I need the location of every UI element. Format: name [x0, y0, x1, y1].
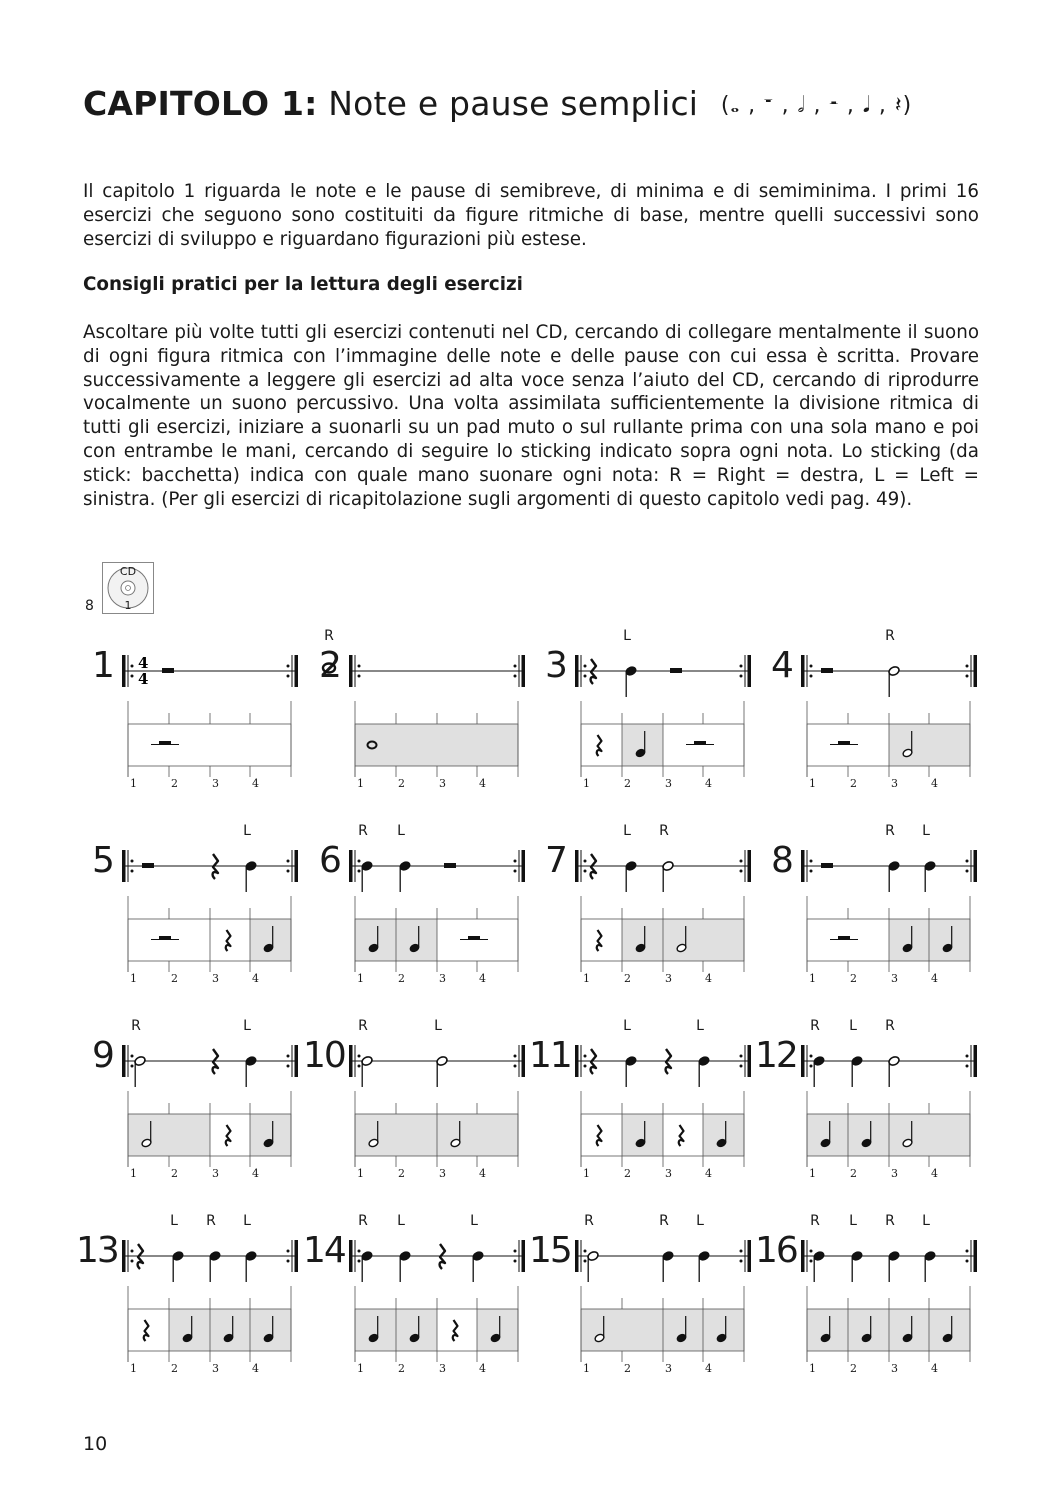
beat-grid	[807, 701, 970, 777]
exercise-1	[80, 636, 305, 796]
exercise-number: 7	[545, 840, 566, 881]
cd-track-badge	[85, 562, 155, 617]
beat-label: 4	[931, 1362, 938, 1375]
beat-label: 3	[891, 777, 898, 790]
beat-grid	[128, 701, 291, 777]
sticking-label: R	[206, 1213, 216, 1229]
half-note-icon	[436, 1055, 449, 1087]
sticking-label: R	[885, 823, 895, 839]
half-note-icon	[361, 1055, 374, 1087]
beat-label: 1	[583, 777, 590, 790]
beat-label: 2	[171, 1362, 178, 1375]
sticking-label: L	[922, 823, 930, 839]
exercise-12	[755, 1018, 984, 1186]
beat-label: 2	[850, 1167, 857, 1180]
whole-rest-icon	[162, 668, 174, 673]
note-duration-shade	[929, 1309, 970, 1351]
note-duration-shade	[396, 919, 437, 961]
beat-label: 4	[479, 1167, 486, 1180]
exercise-8	[759, 823, 984, 991]
beat-label: 3	[891, 972, 898, 985]
beat-label: 3	[665, 1167, 672, 1180]
half-note-icon	[888, 1055, 901, 1087]
beat-label: 2	[624, 777, 631, 790]
beat-label: 1	[130, 777, 137, 790]
sticking-label: R	[324, 628, 334, 644]
quarter-note-icon	[361, 1250, 374, 1282]
page-number: 10	[83, 1433, 108, 1455]
beat-label: 3	[439, 777, 446, 790]
beat-grid	[355, 896, 518, 972]
beat-label: 2	[171, 777, 178, 790]
exercise-14	[303, 1213, 532, 1381]
exercise-notation	[80, 1026, 305, 1186]
quarter-note-icon	[698, 1055, 711, 1087]
beat-label: 2	[850, 972, 857, 985]
note-duration-shade	[128, 1114, 210, 1156]
exercise-notation	[80, 636, 305, 796]
beat-label: 3	[439, 1167, 446, 1180]
quarter-note-icon	[888, 860, 901, 892]
exercise-notation	[307, 1221, 532, 1381]
exercise-9	[80, 1018, 305, 1186]
note-duration-shade	[437, 1114, 518, 1156]
sticking-label: R	[131, 1018, 141, 1034]
beat-label: 3	[665, 1362, 672, 1375]
sticking-label: L	[243, 1213, 251, 1229]
beat-label: 4	[931, 1167, 938, 1180]
beat-label: 4	[931, 777, 938, 790]
exercise-number: 6	[319, 840, 340, 881]
exercise-number: 15	[529, 1230, 571, 1271]
exercise-number: 2	[319, 645, 340, 686]
chapter-title: Note e pause semplici	[328, 84, 699, 123]
beat-label: 3	[891, 1362, 898, 1375]
beat-label: 4	[252, 1167, 259, 1180]
grid-quarter-rest-icon	[679, 1125, 684, 1146]
beat-label: 2	[850, 1362, 857, 1375]
quarter-note-icon	[245, 1055, 258, 1087]
sticking-label: R	[584, 1213, 594, 1229]
beat-label: 2	[171, 1167, 178, 1180]
beat-label: 1	[809, 777, 816, 790]
quarter-note-icon	[924, 1250, 937, 1282]
beat-grid	[581, 1091, 744, 1167]
note-duration-shade	[807, 1309, 848, 1351]
cd-track-number: 8	[85, 598, 94, 614]
sticking-label: R	[659, 823, 669, 839]
beat-label: 2	[398, 972, 405, 985]
quarter-note-icon	[209, 1250, 222, 1282]
note-duration-shade	[889, 1114, 970, 1156]
beat-label: 1	[583, 1167, 590, 1180]
sticking-label: L	[434, 1018, 442, 1034]
exercise-16	[755, 1213, 984, 1381]
exercise-15	[529, 1213, 758, 1381]
note-duration-shade	[622, 919, 663, 961]
grid-quarter-rest-icon	[226, 930, 231, 951]
exercise-number: 3	[545, 645, 566, 686]
beat-grid	[807, 896, 970, 972]
beat-label: 3	[665, 972, 672, 985]
note-duration-shade	[622, 1114, 663, 1156]
quarter-note-icon	[851, 1055, 864, 1087]
sticking-label: L	[623, 823, 631, 839]
beat-label: 1	[357, 777, 364, 790]
quarter-note-icon	[245, 1250, 258, 1282]
note-duration-shade	[355, 919, 396, 961]
grid-quarter-rest-icon	[453, 1320, 458, 1341]
sticking-label: R	[810, 1018, 820, 1034]
svg-text:4: 4	[138, 654, 149, 672]
exercise-3	[533, 628, 758, 796]
chapter-label: CAPITOLO 1:	[83, 84, 318, 123]
beat-label: 2	[624, 972, 631, 985]
exercise-6	[307, 823, 532, 991]
quarter-note-icon	[662, 1250, 675, 1282]
beat-grid	[355, 1091, 518, 1167]
sticking-label: L	[696, 1018, 704, 1034]
quarter-note-icon	[851, 1250, 864, 1282]
cd-label: CD	[119, 565, 137, 578]
note-duration-shade	[848, 1309, 889, 1351]
beat-label: 2	[624, 1167, 631, 1180]
sticking-label: L	[623, 628, 631, 644]
sticking-label: R	[810, 1213, 820, 1229]
beat-grid	[355, 701, 518, 777]
exercise-number: 10	[303, 1035, 345, 1076]
note-duration-shade	[663, 919, 744, 961]
beat-grid	[128, 1286, 291, 1362]
exercise-2	[307, 628, 532, 796]
beat-label: 4	[705, 777, 712, 790]
time-signature	[138, 654, 148, 688]
beat-label: 2	[171, 972, 178, 985]
exercise-7	[533, 823, 758, 991]
note-duration-shade	[889, 919, 929, 961]
exercise-number: 11	[529, 1035, 571, 1076]
beat-label: 1	[357, 1167, 364, 1180]
quarter-note-icon	[399, 1250, 412, 1282]
exercise-notation	[759, 1221, 984, 1381]
note-duration-shade	[848, 1114, 889, 1156]
beat-label: 1	[583, 972, 590, 985]
beat-label: 3	[891, 1167, 898, 1180]
quarter-note-icon	[813, 1055, 826, 1087]
sticking-label: L	[243, 823, 251, 839]
sticking-label: R	[659, 1213, 669, 1229]
beat-grid	[581, 701, 744, 777]
exercise-5	[80, 823, 305, 991]
note-duration-shade	[355, 1114, 437, 1156]
exercise-13	[76, 1213, 305, 1381]
chapter-heading	[83, 84, 912, 123]
beat-label: 1	[357, 972, 364, 985]
half-note-icon	[587, 1250, 600, 1282]
beat-label: 2	[624, 1362, 631, 1375]
beat-label: 3	[212, 1167, 219, 1180]
note-duration-shade	[889, 1309, 929, 1351]
note-duration-shade	[169, 1309, 210, 1351]
half-rest-icon	[821, 863, 833, 868]
quarter-note-icon	[888, 1250, 901, 1282]
svg-text:4: 4	[138, 670, 149, 688]
exercise-number: 16	[755, 1230, 797, 1271]
note-rest-symbols: (𝅝 , 𝄻 , 𝅗𝅥 , 𝄼 , 𝅘𝅥 , 𝄽)	[720, 93, 913, 118]
beat-label: 4	[705, 1362, 712, 1375]
note-duration-shade	[807, 1114, 848, 1156]
quarter-note-icon	[245, 860, 258, 892]
beat-grid	[581, 896, 744, 972]
beat-label: 3	[212, 777, 219, 790]
quarter-note-icon	[472, 1250, 485, 1282]
note-duration-shade	[355, 1309, 396, 1351]
note-duration-shade	[250, 1309, 291, 1351]
staff	[349, 1240, 525, 1272]
exercise-4	[759, 628, 984, 796]
beat-grid	[581, 1286, 744, 1362]
exercise-notation	[759, 831, 984, 991]
sticking-label: L	[696, 1213, 704, 1229]
beat-grid	[355, 1286, 518, 1362]
staff	[575, 655, 751, 687]
half-note-icon	[888, 665, 901, 697]
half-note-icon	[662, 860, 675, 892]
sticking-label: L	[922, 1213, 930, 1229]
note-duration-shade	[477, 1309, 518, 1351]
quarter-note-icon	[924, 860, 937, 892]
beat-grid	[807, 1286, 970, 1362]
exercise-11	[529, 1018, 758, 1186]
note-duration-shade	[250, 1114, 291, 1156]
note-duration-shade	[703, 1309, 744, 1351]
beat-grid	[128, 896, 291, 972]
half-rest-icon	[142, 863, 154, 868]
grid-quarter-rest-icon	[597, 930, 602, 951]
exercise-notation	[759, 1026, 984, 1186]
note-duration-shade	[210, 1309, 250, 1351]
grid-quarter-rest-icon	[597, 735, 602, 756]
beat-label: 1	[357, 1362, 364, 1375]
beat-label: 2	[398, 1167, 405, 1180]
quarter-note-icon	[172, 1250, 185, 1282]
exercise-number: 14	[303, 1230, 345, 1271]
sticking-label: R	[885, 1213, 895, 1229]
note-duration-shade	[396, 1309, 437, 1351]
sticking-label: L	[397, 823, 405, 839]
beat-label: 1	[130, 1167, 137, 1180]
beat-label: 3	[439, 972, 446, 985]
beat-label: 1	[809, 972, 816, 985]
exercise-notation	[80, 1221, 305, 1381]
sticking-label: L	[170, 1213, 178, 1229]
exercise-notation	[80, 831, 305, 991]
beat-label: 3	[212, 972, 219, 985]
half-rest-icon	[444, 863, 456, 868]
staff	[575, 1045, 751, 1077]
beat-label: 2	[398, 1362, 405, 1375]
half-rest-icon	[670, 668, 682, 673]
staff	[122, 1045, 298, 1077]
quarter-note-icon	[813, 1250, 826, 1282]
note-duration-shade	[889, 724, 970, 766]
grid-quarter-rest-icon	[144, 1320, 149, 1341]
quarter-note-icon	[625, 1055, 638, 1087]
beat-grid	[128, 1091, 291, 1167]
exercise-number: 5	[92, 840, 113, 881]
beat-label: 4	[252, 1362, 259, 1375]
exercise-notation	[533, 636, 758, 796]
exercise-number: 1	[92, 645, 113, 686]
staff	[349, 655, 525, 687]
sticking-label: L	[397, 1213, 405, 1229]
exercise-notation	[307, 636, 532, 796]
sticking-label: R	[358, 1213, 368, 1229]
exercise-number: 4	[771, 645, 792, 686]
beat-label: 4	[479, 1362, 486, 1375]
quarter-note-icon	[698, 1250, 711, 1282]
sticking-label: L	[623, 1018, 631, 1034]
half-rest-icon	[821, 668, 833, 673]
beat-label: 1	[583, 1362, 590, 1375]
staff	[349, 850, 525, 882]
intro-paragraph: Il capitolo 1 riguarda le note e le pause di semibreve, di minima e di semiminima. I primi 16 esercizi che seguono sono costituiti da figure ritmiche di base, mentre quelli successivi sono esercizi di sviluppo e riguardano figurazioni più estese.	[83, 181, 979, 250]
sticking-label: R	[885, 628, 895, 644]
beat-label: 4	[931, 972, 938, 985]
exercise-notation	[759, 636, 984, 796]
exercise-number: 13	[76, 1230, 118, 1271]
exercise-number: 9	[92, 1035, 113, 1076]
quarter-note-icon	[625, 665, 638, 697]
advice-paragraph: Ascoltare più volte tutti gli esercizi contenuti nel CD, cercando di collegare mentalmente il suono di ogni figura ritmica con l’immagine delle note e delle pause con cui essa è scritta. Provare successivamente a leggere gli esercizi ad alta voce senza l’aiuto del CD, cercando di riprodurre vocalmente un suono percussivo. Una volta assimilata sufficientemente la divisione ritmica di tutti gli esercizi, iniziare a suonarli su un pad muto o sul rullante prima con una sola mano e poi con entrambe le mani, cercando di seguire lo sticking indicato sopra ogni nota. Lo sticking (da stick: bacchetta) indica con quale mano suonare ogni nota: R = Right = destra, L = Left = sinistra. (Per gli esercizi di ricapitolazione sugli argomenti di questo capitolo vedi pag. 49).	[83, 322, 979, 510]
half-note-icon	[134, 1055, 147, 1087]
beat-label: 4	[479, 777, 486, 790]
beat-label: 4	[252, 972, 259, 985]
beat-label: 4	[705, 972, 712, 985]
cd-disc-number: 1	[124, 599, 132, 612]
beat-label: 2	[850, 777, 857, 790]
exercise-notation	[533, 831, 758, 991]
beat-label: 1	[130, 972, 137, 985]
beat-label: 1	[130, 1362, 137, 1375]
beat-label: 4	[479, 972, 486, 985]
sticking-label: L	[243, 1018, 251, 1034]
beat-grid	[807, 1091, 970, 1167]
beat-label: 2	[398, 777, 405, 790]
beat-label: 1	[809, 1167, 816, 1180]
exercise-number: 12	[755, 1035, 797, 1076]
note-duration-shade	[929, 919, 970, 961]
beat-label: 3	[212, 1362, 219, 1375]
exercise-notation	[307, 1026, 532, 1186]
sticking-label: L	[470, 1213, 478, 1229]
sticking-label: R	[358, 1018, 368, 1034]
beat-label: 4	[252, 777, 259, 790]
exercise-notation	[533, 1221, 758, 1381]
exercise-notation	[307, 831, 532, 991]
cd-icon	[102, 562, 154, 614]
note-duration-shade	[581, 1309, 663, 1351]
sticking-label: R	[885, 1018, 895, 1034]
note-duration-shade	[355, 724, 518, 766]
note-duration-shade	[663, 1309, 703, 1351]
quarter-note-icon	[399, 860, 412, 892]
section-heading: Consigli pratici per la lettura degli esercizi	[83, 274, 523, 295]
note-duration-shade	[250, 919, 291, 961]
whole-note-icon	[323, 664, 335, 673]
exercise-number: 8	[771, 840, 792, 881]
beat-label: 3	[665, 777, 672, 790]
note-duration-shade	[622, 724, 663, 766]
beat-label: 4	[705, 1167, 712, 1180]
quarter-note-icon	[625, 860, 638, 892]
beat-label: 3	[439, 1362, 446, 1375]
grid-quarter-rest-icon	[226, 1125, 231, 1146]
sticking-label: L	[849, 1213, 857, 1229]
grid-quarter-rest-icon	[597, 1125, 602, 1146]
exercise-notation	[533, 1026, 758, 1186]
quarter-note-icon	[361, 860, 374, 892]
sticking-label: R	[358, 823, 368, 839]
exercise-10	[303, 1018, 532, 1186]
sticking-label: L	[849, 1018, 857, 1034]
beat-label: 1	[809, 1362, 816, 1375]
note-duration-shade	[703, 1114, 744, 1156]
